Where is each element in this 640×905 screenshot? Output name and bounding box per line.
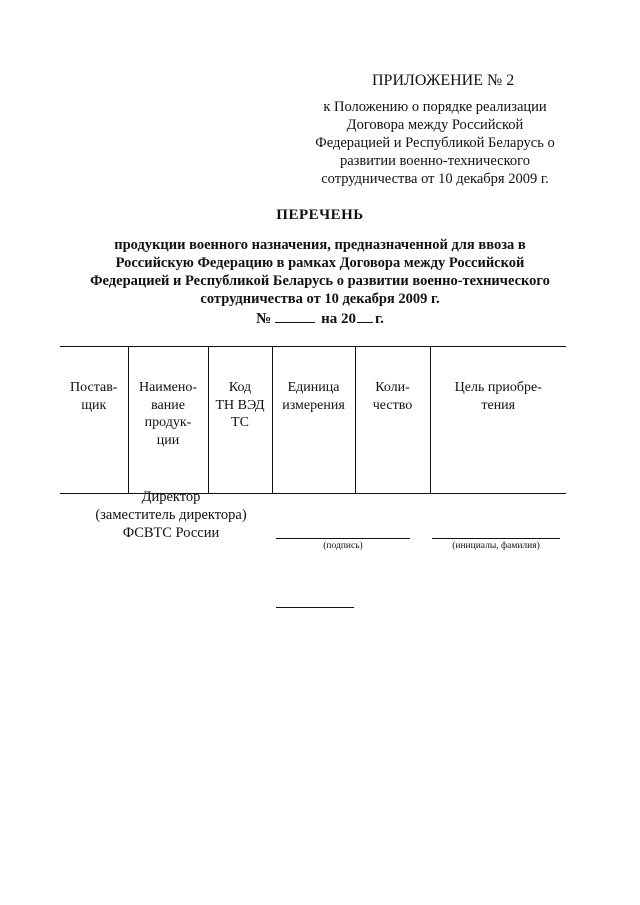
column-header-product-name [128, 347, 208, 494]
list-subtitle-line: сотрудничества от 10 декабря 2009 г. [200, 291, 440, 307]
annex-reference-line: сотрудничества от 10 декабря 2009 г. [321, 171, 549, 187]
number-sign: № [256, 311, 272, 327]
table-header-row [60, 347, 566, 494]
annex-reference-line: Федерацией и Республикой Беларусь о [315, 135, 555, 151]
header-line: Цель приобре- [454, 380, 542, 395]
list-subtitle-line: Российскую Федерацию в рамках Договора между Российской [115, 255, 525, 271]
header-line: тения [481, 397, 516, 413]
products-table [60, 346, 566, 494]
number-blank [275, 322, 315, 323]
list-number-line [0, 311, 640, 328]
annex-reference-line: Договора между Российской [346, 117, 524, 133]
header-line: Наимено- [138, 380, 198, 395]
header-line: продук- [144, 415, 192, 430]
annex-title: ПРИЛОЖЕНИЕ № 2 [372, 72, 515, 89]
signatory-line: Директор [141, 489, 201, 505]
header-line: чество [372, 397, 413, 413]
header-line: ТС [231, 415, 249, 430]
list-subtitle-line: Федерацией и Республикой Беларусь о развитии военно-технического [90, 273, 550, 289]
annex-reference-line: к Положению о порядке реализации [323, 99, 547, 115]
name-caption: (инициалы, фамилия) [452, 541, 540, 551]
list-title: ПЕРЕЧЕНЬ [276, 207, 364, 223]
header-line: ТН ВЭД [215, 397, 265, 413]
year-blank [357, 322, 373, 323]
annex-reference [290, 98, 580, 188]
header-line: измерения [282, 397, 345, 413]
header-line: ции [156, 432, 180, 448]
header-line: Постав- [70, 380, 118, 395]
header-line: Коли- [375, 380, 410, 395]
annex-reference-line: развитии военно-технического [340, 153, 530, 169]
column-header-code [208, 347, 272, 494]
list-subtitle-line: продукции военного назначения, предназначенной для ввоза в [114, 237, 526, 253]
signatory-line: (заместитель директора) [95, 507, 247, 523]
signatory-line: ФСВТС России [122, 525, 220, 541]
column-header-unit [272, 347, 355, 494]
signatory-position [76, 488, 266, 542]
list-subtitle [60, 236, 580, 308]
signature-line [276, 538, 410, 539]
column-header-quantity [355, 347, 430, 494]
year-prefix: на 20 [321, 311, 357, 327]
header-line: Единица [287, 380, 340, 395]
header-line: щик [81, 397, 107, 413]
name-line [432, 538, 560, 539]
column-header-purpose [430, 347, 566, 494]
year-suffix: г. [375, 311, 384, 327]
header-line: вание [151, 397, 185, 413]
closing-rule [276, 607, 354, 608]
header-line: Код [228, 380, 252, 395]
signature-caption: (подпись) [323, 541, 363, 551]
column-header-supplier [60, 347, 128, 494]
